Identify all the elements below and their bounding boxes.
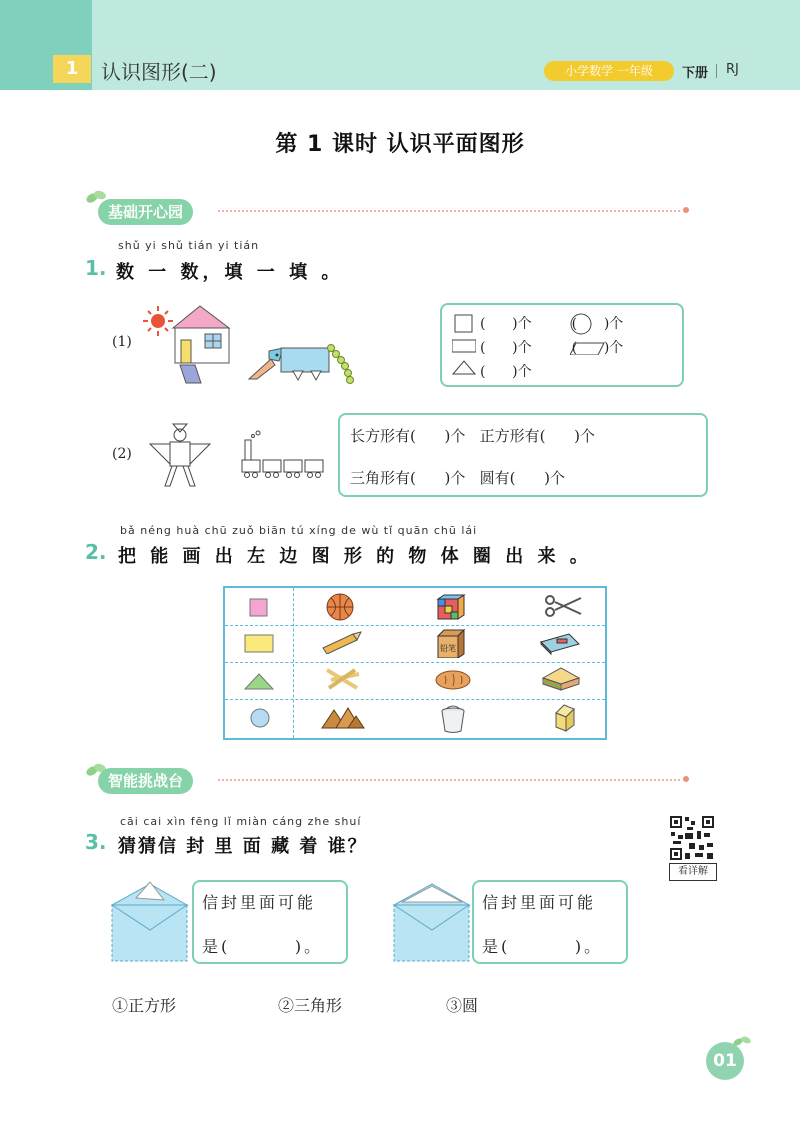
section-basic-label: 基础开心园 <box>98 199 193 225</box>
q1-part1-row3: ( )个 <box>480 364 532 380</box>
q3-pinyin: cāi cai xìn fēng lǐ miàn cáng zhe shuí <box>120 815 362 828</box>
q3-text: 猜猜信 封 里 面 藏 着 谁？ <box>118 836 368 857</box>
volume-label: 下册 <box>682 66 709 81</box>
table-row-divider <box>225 625 605 626</box>
circle-shape-icon <box>248 706 272 730</box>
bread-icon[interactable] <box>433 668 473 692</box>
table-row-divider <box>225 662 605 663</box>
unit-number-badge: 1 <box>53 55 91 83</box>
pencil-icon[interactable] <box>319 630 363 654</box>
pencil-case-icon[interactable] <box>539 632 581 656</box>
rectangle-shape-icon <box>243 632 275 656</box>
envelope1-line2: 是( )。 <box>202 937 324 956</box>
pyramids-icon[interactable] <box>320 704 366 730</box>
option-square: ①正方形 <box>112 996 177 1015</box>
q1-part2-row1: 长方形有( )个 正方形有( )个 <box>350 427 595 445</box>
section-divider <box>218 210 680 212</box>
qr-code-icon[interactable] <box>669 815 715 861</box>
q1-pinyin: shǔ yi shǔ tián yi tián <box>118 239 260 252</box>
unit-title: 认识图形(二) <box>101 60 217 84</box>
lesson-title: 第 1 课时 认识平面图形 <box>275 132 525 157</box>
robot-train-picture <box>148 422 328 490</box>
square-shape-icon <box>247 596 271 620</box>
section-challenge-label: 智能挑战台 <box>98 768 193 794</box>
pencil-box-label: 铅笔 <box>440 644 456 653</box>
grade-label: 小学数学 一年级 <box>544 61 674 81</box>
pencil-box-icon[interactable] <box>436 628 466 658</box>
section-divider <box>218 779 680 781</box>
q2-shape-object-table <box>223 586 607 740</box>
q1-number: 1. <box>85 256 107 280</box>
cube-block-icon[interactable] <box>550 703 578 735</box>
rubiks-cube-icon[interactable] <box>436 593 466 621</box>
envelope2-speech-bubble <box>472 880 628 964</box>
q1-part2-answer-box <box>338 413 708 497</box>
envelope-square-peek-icon <box>392 880 472 965</box>
envelope1-line1: 信封里面可能 <box>202 893 317 912</box>
scissors-icon[interactable] <box>543 594 583 618</box>
q1-part1-row2: ( )个 ( )个 <box>480 340 624 356</box>
option-circle: ③圆 <box>446 996 479 1015</box>
envelope2-line1: 信封里面可能 <box>482 893 597 912</box>
option-triangle: ②三角形 <box>278 996 343 1015</box>
envelope2-line2: 是( )。 <box>482 937 604 956</box>
envelope-triangle-peek-icon <box>110 880 190 965</box>
sticks-icon[interactable] <box>323 666 363 694</box>
table-column-divider <box>293 588 294 738</box>
edition-label: RJ <box>726 62 739 77</box>
sandwich-icon[interactable] <box>541 664 581 694</box>
house-elephant-picture <box>143 303 363 385</box>
q1-part1-answer-box <box>440 303 684 387</box>
q2-number: 2. <box>85 540 107 564</box>
q1-part1-row1: ( )个 ( )个 <box>480 316 624 332</box>
q1-part2-label: (2) <box>112 446 132 462</box>
divider-end-dot <box>683 776 689 782</box>
envelope1-speech-bubble <box>192 880 348 964</box>
divider-end-dot <box>683 207 689 213</box>
shape-legend-left-icons <box>452 313 476 377</box>
basketball-icon[interactable] <box>324 591 356 623</box>
q2-pinyin: bǎ néng huà chū zuǒ biān tú xíng de wù tǐ quān chū lái <box>120 524 478 537</box>
triangle-shape-icon <box>243 670 275 692</box>
q1-part2-row2: 三角形有( )个 圆有( )个 <box>350 469 565 487</box>
q3-number: 3. <box>85 830 107 854</box>
table-row-divider <box>225 699 605 700</box>
q1-text: 数 一 数，填 一 填 。 <box>116 262 344 283</box>
q1-part1-label: (1) <box>112 334 132 350</box>
qr-code-label[interactable]: 看详解 <box>669 863 717 881</box>
bucket-icon[interactable] <box>438 701 468 735</box>
q2-text: 把 能 画 出 左 边 图 形 的 物 体 圈 出 来 。 <box>118 546 592 567</box>
header-divider <box>716 64 717 78</box>
page-number: 01 <box>706 1042 744 1080</box>
